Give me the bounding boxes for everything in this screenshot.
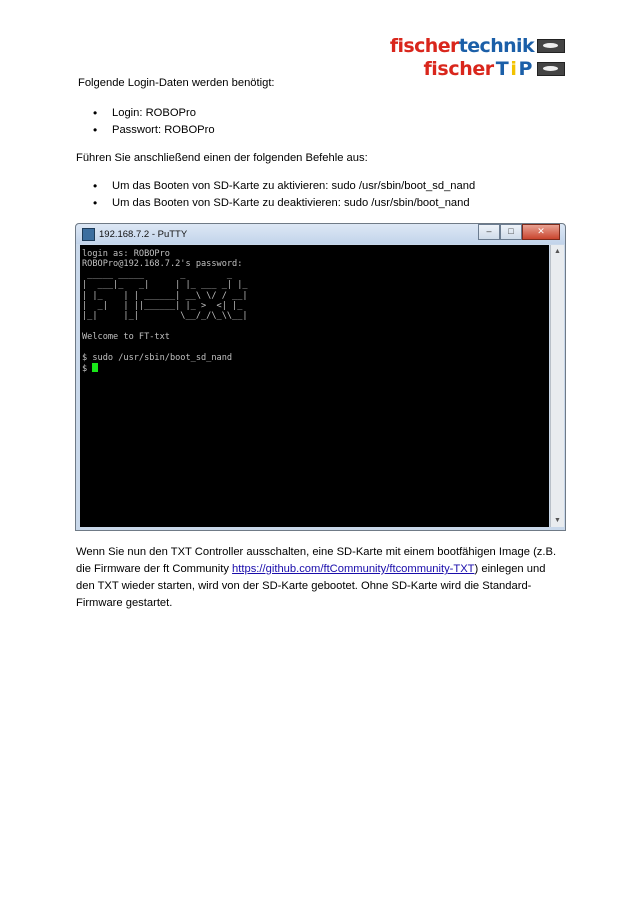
terminal-line: | _| | ||______| |_ > <| |_ xyxy=(82,301,243,312)
fish-logo-icon xyxy=(537,39,565,53)
terminal-line: Welcome to FT-txt xyxy=(82,332,170,343)
fish-logo-icon-2 xyxy=(537,62,565,76)
terminal-line: | ___|_ _| | |_ ___ _| |_ xyxy=(82,280,248,291)
logo-tip-i: i xyxy=(510,57,517,80)
fischertechnik-logo xyxy=(390,34,565,80)
list-item: • Um das Booten von SD-Karte zu aktivieren: sudo /usr/sbin/boot_sd_nand xyxy=(76,178,566,195)
terminal-output xyxy=(80,245,549,375)
logo-fischer: fischer xyxy=(389,34,459,57)
logo-technik: technik xyxy=(458,34,534,57)
logo-tip-t: T xyxy=(495,57,509,80)
list-item: • Um das Booten von SD-Karte zu deaktivieren: sudo /usr/sbin/boot_nand xyxy=(76,195,566,212)
window-title: 192.168.7.2 - PuTTY xyxy=(99,228,188,240)
window-titlebar[interactable] xyxy=(76,224,565,244)
closing-text-2: ) einlegen und den TXT wieder starten, wird von der SD-Karte gebootet. Ohne SD-Karte wird die Standard-Firmware gestartet. xyxy=(76,563,546,609)
close-button[interactable]: ✕ xyxy=(522,224,560,240)
intro-text: Folgende Login-Daten werden benötigt: xyxy=(78,77,275,89)
maximize-button[interactable]: □ xyxy=(500,224,522,240)
scroll-down-icon[interactable]: ▼ xyxy=(554,517,561,524)
minimize-button[interactable]: – xyxy=(478,224,500,240)
logo-tip-p: P xyxy=(518,57,532,80)
credentials-list xyxy=(76,105,566,139)
commands-list xyxy=(76,178,566,212)
terminal-line: ROBOPro@192.168.7.2's password: xyxy=(82,259,243,270)
ftcommunity-link[interactable]: https://github.com/ftCommunity/ftcommunity-TXT xyxy=(232,563,475,575)
closing-paragraph xyxy=(76,544,566,612)
window-controls xyxy=(478,224,560,240)
putty-icon xyxy=(82,228,95,241)
scroll-up-icon[interactable]: ▲ xyxy=(554,248,561,255)
terminal-cursor xyxy=(92,363,98,372)
list-item: • Passwort: ROBOPro xyxy=(76,122,566,139)
putty-window xyxy=(75,223,566,531)
terminal-line: | |_ | | ______| __\ \/ / __| xyxy=(82,290,248,301)
instruction-text: Führen Sie anschließend einen der folgenden Befehle aus: xyxy=(76,152,368,164)
terminal-line: $ sudo /usr/sbin/boot_sd_nand xyxy=(82,353,233,364)
closing-text-1: Wenn Sie nun den TXT Controller ausschalten, eine SD-Karte mit einem bootfähigen Image (z.B. die Firmware der ft Community xyxy=(76,546,557,575)
terminal-line: login as: ROBOPro xyxy=(82,249,170,259)
terminal-line: $ xyxy=(82,364,93,375)
logo-fischer-tip: fischer xyxy=(423,57,494,80)
list-item: • Login: ROBOPro xyxy=(76,105,566,122)
terminal-scrollbar[interactable] xyxy=(550,245,564,527)
terminal-line: _____ _____ _ _ xyxy=(82,269,233,280)
terminal-screen[interactable] xyxy=(80,245,549,527)
terminal-line: |_| |_| \__/_/\_\\__| xyxy=(82,311,248,322)
